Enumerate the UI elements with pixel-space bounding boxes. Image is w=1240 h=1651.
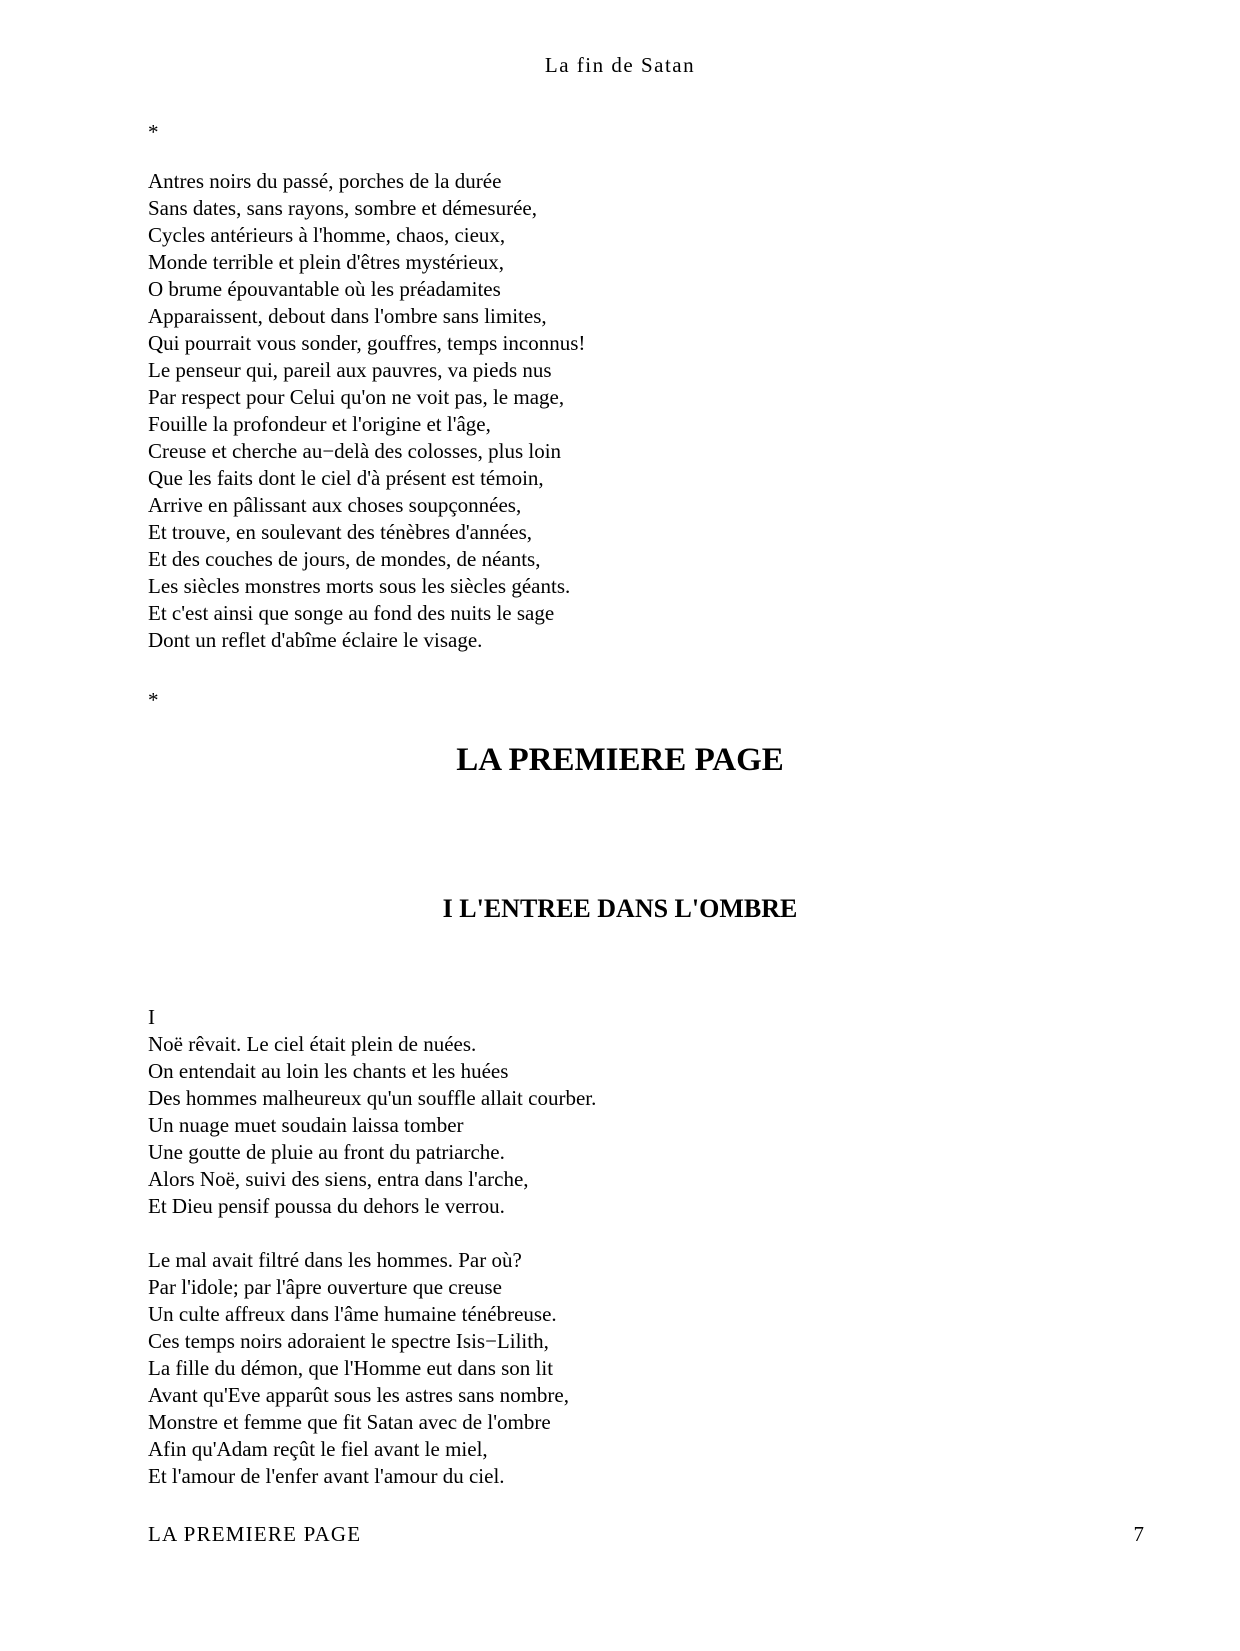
page-number: 7 bbox=[1133, 1522, 1144, 1546]
verse-line: Et Dieu pensif poussa du dehors le verrou. bbox=[148, 1194, 505, 1218]
verse-line: Les siècles monstres morts sous les siècles géants. bbox=[148, 574, 571, 598]
verse-line: Le mal avait filtré dans les hommes. Par où? bbox=[148, 1248, 522, 1272]
verse-line: Par respect pour Celui qu'on ne voit pas, le mage, bbox=[148, 385, 565, 409]
verse-line: Un nuage muet soudain laissa tomber bbox=[148, 1113, 464, 1137]
verse-line: On entendait au loin les chants et les huées bbox=[148, 1059, 509, 1083]
verse-line: Monstre et femme que fit Satan avec de l'ombre bbox=[148, 1410, 551, 1434]
verse-line: Qui pourrait vous sonder, gouffres, temps inconnus! bbox=[148, 331, 586, 355]
verse-line: Dont un reflet d'abîme éclaire le visage. bbox=[148, 628, 483, 652]
chapter-title: I L'ENTREE DANS L'OMBRE bbox=[442, 894, 798, 923]
separator-asterisk-top: * bbox=[148, 120, 159, 144]
verse-line: Apparaissent, debout dans l'ombre sans limites, bbox=[148, 304, 547, 328]
verse-line: Monde terrible et plein d'êtres mystérieux, bbox=[148, 250, 505, 274]
verse-line: Des hommes malheureux qu'un souffle allait courber. bbox=[148, 1086, 597, 1110]
section-one-stanza-1 bbox=[148, 1004, 596, 1220]
running-header: La fin de Satan bbox=[544, 53, 696, 77]
running-footer: LA PREMIERE PAGE bbox=[148, 1522, 362, 1546]
verse-line: Fouille la profondeur et l'origine et l'âge, bbox=[148, 412, 491, 436]
verse-line: Et trouve, en soulevant des ténèbres d'années, bbox=[148, 520, 532, 544]
verse-line: Arrive en pâlissant aux choses soupçonnées, bbox=[148, 493, 522, 517]
verse-line: Et l'amour de l'enfer avant l'amour du ciel. bbox=[148, 1464, 505, 1488]
verse-line: Antres noirs du passé, porches de la durée bbox=[148, 169, 502, 193]
verse-line: Par l'idole; par l'âpre ouverture que creuse bbox=[148, 1275, 502, 1299]
verse-line: Cycles antérieurs à l'homme, chaos, cieux, bbox=[148, 223, 506, 247]
verse-line: Le penseur qui, pareil aux pauvres, va pieds nus bbox=[148, 358, 552, 382]
verse-line: Avant qu'Eve apparût sous les astres sans nombre, bbox=[148, 1383, 569, 1407]
verse-line: La fille du démon, que l'Homme eut dans son lit bbox=[148, 1356, 554, 1380]
part-title: LA PREMIERE PAGE bbox=[456, 742, 784, 778]
verse-line: Une goutte de pluie au front du patriarche. bbox=[148, 1140, 505, 1164]
verse-line: Ces temps noirs adoraient le spectre Isis−Lilith, bbox=[148, 1329, 549, 1353]
prologue-stanza bbox=[148, 168, 585, 654]
verse-line: O brume épouvantable où les préadamites bbox=[148, 277, 501, 301]
verse-line: Que les faits dont le ciel d'à présent est témoin, bbox=[148, 466, 544, 490]
verse-line: Sans dates, sans rayons, sombre et démesurée, bbox=[148, 196, 537, 220]
verse-line: Alors Noë, suivi des siens, entra dans l'arche, bbox=[148, 1167, 529, 1191]
verse-line: Et des couches de jours, de mondes, de néants, bbox=[148, 547, 541, 571]
section-one-stanza-2 bbox=[148, 1247, 569, 1490]
verse-line: Noë rêvait. Le ciel était plein de nuées. bbox=[148, 1032, 477, 1056]
separator-asterisk-bottom: * bbox=[148, 688, 159, 712]
verse-line: Afin qu'Adam reçût le fiel avant le miel, bbox=[148, 1437, 488, 1461]
verse-line: Creuse et cherche au−delà des colosses, plus loin bbox=[148, 439, 562, 463]
verse-line: Et c'est ainsi que songe au fond des nuits le sage bbox=[148, 601, 555, 625]
verse-line: Un culte affreux dans l'âme humaine ténébreuse. bbox=[148, 1302, 557, 1326]
section-numeral: I bbox=[148, 1005, 155, 1029]
